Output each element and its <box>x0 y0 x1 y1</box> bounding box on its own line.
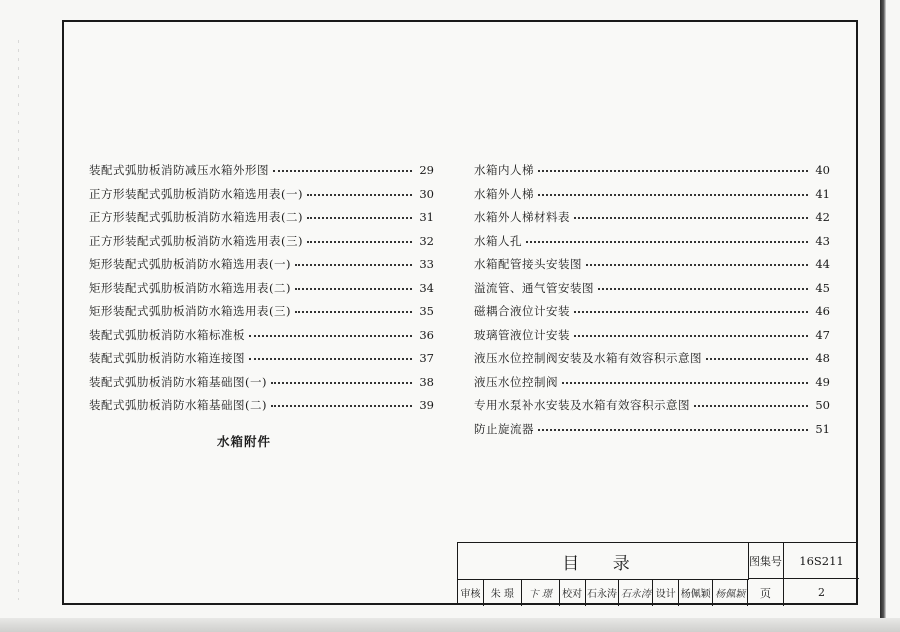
toc-entry-page: 30 <box>419 186 434 201</box>
toc-leader-dots <box>574 303 808 313</box>
toc-entry-title: 专用水泵补水安装及水箱有效容积示意图 <box>474 398 690 412</box>
toc-entry-title: 溢流管、通气管安装图 <box>474 280 594 295</box>
toc-entry <box>89 376 434 400</box>
toc-leader-dots <box>538 421 808 431</box>
toc-leader-dots <box>538 186 808 196</box>
toc-entry <box>89 164 434 188</box>
design-signature: 杨佩颖 <box>715 589 746 600</box>
toc-leader-dots <box>598 280 808 290</box>
toc-entry <box>474 376 830 400</box>
toc-entry-page: 44 <box>815 257 830 271</box>
toc-entry-page: 49 <box>815 374 830 389</box>
toc-leader-dots <box>307 209 412 219</box>
design-label: 设计 <box>653 579 679 606</box>
toc-leader-dots <box>295 256 412 266</box>
toc-entry <box>474 258 830 282</box>
toc-entry-page: 42 <box>815 210 830 224</box>
toc-entry <box>89 282 434 306</box>
toc-leader-dots <box>574 327 808 337</box>
toc-entry <box>89 235 434 259</box>
toc-leader-dots <box>307 186 412 196</box>
toc-entry-title: 矩形装配式弧肋板消防水箱选用表(三) <box>89 304 291 318</box>
sheet-title: 目 录 <box>458 543 749 580</box>
check-signature: 石永涛 <box>619 579 653 606</box>
scan-artifact <box>18 40 19 600</box>
toc-entry-page: 51 <box>815 421 830 436</box>
toc-leader-dots <box>271 397 412 407</box>
toc-leader-dots <box>249 327 412 337</box>
toc-entry <box>474 305 830 329</box>
toc-entry-title: 防止旋流器 <box>474 421 534 436</box>
toc-leader-dots <box>307 233 412 243</box>
toc-leader-dots <box>538 162 808 172</box>
toc-entry-page: 43 <box>815 233 830 248</box>
toc-entry-title: 水箱外人梯材料表 <box>474 210 570 224</box>
toc-entry-page: 40 <box>815 163 830 177</box>
toc-entry-title: 装配式弧肋板消防水箱标准板 <box>89 327 245 342</box>
toc-entry <box>89 211 434 235</box>
toc-leader-dots <box>295 280 412 290</box>
toc-entry-title: 正方形装配式弧肋板消防水箱选用表(二) <box>89 210 303 224</box>
title-block <box>457 542 858 605</box>
toc-left-column <box>89 164 434 423</box>
toc-entry <box>89 258 434 282</box>
toc-leader-dots <box>562 374 808 384</box>
toc-entry-page: 31 <box>419 210 434 224</box>
toc-entry-title: 水箱配管接头安装图 <box>474 257 582 271</box>
toc-entry-title: 水箱人孔 <box>474 233 522 248</box>
toc-entry-page: 33 <box>419 257 434 271</box>
toc-entry-title: 装配式弧肋板消防减压水箱外形图 <box>89 163 269 177</box>
toc-entry <box>89 305 434 329</box>
toc-entry-page: 39 <box>419 398 434 412</box>
check-name: 石永涛 <box>586 579 620 606</box>
toc-entry-title: 矩形装配式弧肋板消防水箱选用表(一) <box>89 257 291 271</box>
toc-entry <box>474 164 830 188</box>
toc-entry-title: 正方形装配式弧肋板消防水箱选用表(一) <box>89 186 303 201</box>
toc-entry-title: 矩形装配式弧肋板消防水箱选用表(二) <box>89 280 291 295</box>
toc-entry-title: 磁耦合液位计安装 <box>474 304 570 318</box>
toc-leader-dots <box>526 233 808 243</box>
page-number: 2 <box>818 586 825 599</box>
atlas-number-label: 图集号 <box>748 543 784 579</box>
toc-right-column <box>474 164 830 446</box>
toc-entry <box>474 188 830 212</box>
toc-leader-dots <box>694 397 808 407</box>
toc-leader-dots <box>273 162 412 172</box>
toc-entry-page: 41 <box>815 186 830 201</box>
sheet-edge <box>880 0 886 632</box>
toc-entry-title: 装配式弧肋板消防水箱基础图(一) <box>89 374 267 389</box>
toc-entry-title: 装配式弧肋板消防水箱连接图 <box>89 351 245 365</box>
toc-entry-title: 水箱内人梯 <box>474 163 534 177</box>
design-name: 杨佩颖 <box>679 579 713 606</box>
toc-entry-page: 47 <box>815 327 830 342</box>
toc-entry <box>474 282 830 306</box>
toc-entry <box>89 399 434 423</box>
review-signature: 卞 璟 <box>522 579 560 606</box>
toc-entry-page: 50 <box>815 398 830 412</box>
toc-entry-title: 液压水位控制阀 <box>474 374 558 389</box>
sheet-edge-bottom <box>0 618 900 632</box>
toc-entry <box>474 211 830 235</box>
atlas-number: 16S211 <box>784 543 859 579</box>
toc-entry-title: 液压水位控制阀安装及水箱有效容积示意图 <box>474 351 702 365</box>
toc-entry-title: 玻璃管液位计安装 <box>474 327 570 342</box>
drawing-frame <box>62 20 858 605</box>
toc-entry <box>89 329 434 353</box>
toc-leader-dots <box>586 256 808 266</box>
toc-leader-dots <box>271 374 412 384</box>
toc-leader-dots <box>249 350 412 360</box>
toc-leader-dots <box>574 209 808 219</box>
review-label: 审核 <box>458 579 484 606</box>
section-heading: 水箱附件 <box>217 434 272 449</box>
toc-entry-page: 29 <box>419 163 434 177</box>
toc-entry <box>89 188 434 212</box>
toc-entry-page: 45 <box>815 280 830 295</box>
toc-entry <box>474 423 830 447</box>
toc-entry <box>474 352 830 376</box>
toc-entry-title: 装配式弧肋板消防水箱基础图(二) <box>89 398 267 412</box>
toc-entry-title: 水箱外人梯 <box>474 186 534 201</box>
toc-entry-page: 46 <box>815 304 830 318</box>
toc-entry-page: 32 <box>419 233 434 248</box>
toc-entry <box>474 329 830 353</box>
toc-leader-dots <box>706 350 808 360</box>
toc-entry <box>89 352 434 376</box>
toc-leader-dots <box>295 303 412 313</box>
toc-entry-page: 38 <box>419 374 434 389</box>
toc-entry-title: 正方形装配式弧肋板消防水箱选用表(三) <box>89 233 303 248</box>
review-name: 朱 璟 <box>484 579 522 606</box>
toc-entry-page: 35 <box>419 304 434 318</box>
check-label: 校对 <box>560 579 586 606</box>
toc-entry-page: 37 <box>419 351 434 365</box>
toc-entry <box>474 235 830 259</box>
toc-entry-page: 36 <box>419 327 434 342</box>
toc-entry-page: 34 <box>419 280 434 295</box>
signature-row <box>458 579 748 606</box>
toc-entry <box>474 399 830 423</box>
page-label: 页 <box>748 579 784 606</box>
toc-entry-page: 48 <box>815 351 830 365</box>
